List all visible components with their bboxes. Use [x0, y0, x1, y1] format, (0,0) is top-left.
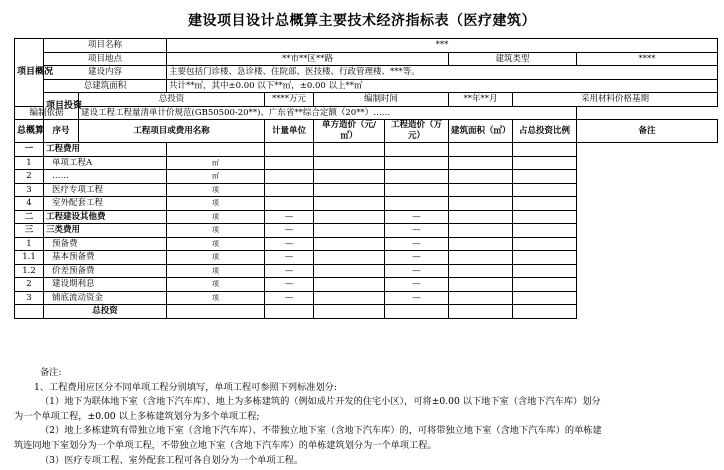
note-line: （2）地上多栋建筑有带独立地下室（含地下汽车库）、不带独立地下室（含地下汽车库）的，可将带独立地下室（含地下汽车库）的单栋建 [40, 425, 602, 437]
table-row [15, 251, 718, 265]
row-seq: 三 [15, 224, 44, 238]
table-row [15, 183, 718, 197]
row-remark [513, 251, 577, 265]
row-unit-price: — [265, 210, 314, 224]
total-unit-cell [167, 305, 265, 319]
row-ratio [449, 224, 513, 238]
row-unit-price [265, 143, 314, 157]
page-title: 建设项目设计总概算主要技术经济指标表（医疗建筑） [188, 13, 536, 29]
name-value: *** [167, 39, 718, 53]
row-ratio [449, 291, 513, 305]
basis-value: 建设工程工程量清单计价规范(GB50500-20**)、广东省**综合定额（20**）…… [79, 106, 577, 120]
row-seq: 1.1 [15, 251, 44, 265]
row-ratio [449, 251, 513, 265]
row-seq: 3 [15, 291, 44, 305]
row-cost [314, 183, 385, 197]
location-label: 项目地点 [44, 52, 167, 66]
row-ratio [449, 237, 513, 251]
row-remark [513, 264, 577, 278]
row-unit: 项 [167, 291, 265, 305]
row-cost [314, 224, 385, 238]
col-name: 工程项目或费用名称 [79, 120, 265, 143]
table-row [15, 264, 718, 278]
table-row [15, 224, 718, 238]
row-seq: 1.2 [15, 264, 44, 278]
row-area [385, 183, 449, 197]
row-name: 预备费 [44, 237, 167, 251]
content-label: 建设内容 [44, 66, 167, 80]
row-seq: 3 [15, 183, 44, 197]
basis-label: 编制依据 [15, 106, 79, 120]
row-remark [513, 278, 577, 292]
total-investment-row-label: 总投资 [44, 305, 167, 319]
compile-time-label: 编制时间 [314, 93, 449, 107]
row-remark [513, 237, 577, 251]
notes-block [14, 366, 717, 468]
table-row [15, 197, 718, 211]
row-unit: 项 [167, 183, 265, 197]
total-area-cell [385, 305, 449, 319]
row-cost [314, 156, 385, 170]
row-name: 建设期利息 [44, 278, 167, 292]
row-seq: 1 [15, 237, 44, 251]
total-investment-value: ****万元 [265, 93, 314, 107]
row-remark [513, 197, 577, 211]
row-seq: 1 [15, 156, 44, 170]
row-name: …… [44, 170, 167, 184]
row-unit-price [265, 156, 314, 170]
row-area: — [385, 278, 449, 292]
row-unit-price: — [265, 264, 314, 278]
row-unit-price: — [265, 224, 314, 238]
section-investment: 项目投资 [44, 93, 79, 120]
area-value: 共计**㎡，其中±0.00 以下**㎡，±0.00 以上**㎡ [167, 79, 718, 93]
name-label: 项目名称 [44, 39, 167, 53]
row-ratio [449, 197, 513, 211]
row-cost [314, 278, 385, 292]
row-unit: 项 [167, 237, 265, 251]
total-unit-price-cell [265, 305, 314, 319]
section-overview: 项目概况 [15, 39, 44, 107]
indicator-table [14, 38, 718, 319]
total-seq-cell [15, 305, 44, 319]
row-ratio [449, 143, 513, 157]
row-cost [314, 170, 385, 184]
table-row [15, 143, 718, 157]
total-investment-label: 总投资 [79, 93, 265, 107]
row-remark [513, 291, 577, 305]
row-area: — [385, 224, 449, 238]
col-area: 建筑面积（㎡） [449, 120, 513, 143]
row-seq: 二 [15, 210, 44, 224]
row-area [385, 170, 449, 184]
row-name: 三类费用 [44, 224, 167, 238]
row-seq: 4 [15, 197, 44, 211]
row-remark [513, 210, 577, 224]
row-remark [513, 143, 577, 157]
price-base-label: 采用材料价格基期 [513, 93, 718, 107]
row-cost [314, 143, 385, 157]
row-cost [314, 291, 385, 305]
row-unit: ㎡ [167, 170, 265, 184]
row-seq: 2 [15, 278, 44, 292]
row-ratio [449, 264, 513, 278]
row-cost [314, 210, 385, 224]
table-row [15, 170, 718, 184]
row-area [385, 156, 449, 170]
col-unit-price: 单方造价（元/㎡） [314, 120, 385, 143]
table-row [15, 278, 718, 292]
building-type-label: 建筑类型 [449, 52, 577, 66]
row-ratio [449, 170, 513, 184]
row-unit-price: — [265, 237, 314, 251]
row-area: — [385, 237, 449, 251]
row-area [385, 143, 449, 157]
row-unit-price [265, 170, 314, 184]
note-line: 为一个单项工程，±0.00 以上多栋建筑划分为多个单项工程; [14, 410, 260, 422]
content-value: 主要包括门诊楼、急诊楼、住院部、医技楼、行政管理楼、***等。 [167, 66, 718, 80]
row-unit: 项 [167, 197, 265, 211]
budget-rows [15, 143, 718, 305]
row-remark [513, 156, 577, 170]
row-name: 工程建设其他费 [44, 210, 167, 224]
note-line: （1）地下为联体地下室（含地下汽车库）、地上为多栋建筑的（例如成片开发的住宅小区），可将±0.00 以下地下室（含地下汽车库）划分 [40, 396, 601, 408]
total-remark-cell [513, 305, 577, 319]
table-row [15, 291, 718, 305]
row-ratio [449, 278, 513, 292]
row-remark [513, 170, 577, 184]
total-cost-cell [314, 305, 385, 319]
row-unit-price: — [265, 251, 314, 265]
row-remark [513, 183, 577, 197]
row-cost [314, 251, 385, 265]
table-row [15, 237, 718, 251]
row-name: 基本预备费 [44, 251, 167, 265]
table-row [15, 156, 718, 170]
row-area: — [385, 251, 449, 265]
row-name: 价差预备费 [44, 264, 167, 278]
row-unit-price [265, 197, 314, 211]
table-row [15, 210, 718, 224]
row-unit: 项 [167, 251, 265, 265]
row-name: 铺底流动资金 [44, 291, 167, 305]
row-area: — [385, 210, 449, 224]
col-cost: 工程造价（万元） [385, 120, 449, 143]
row-ratio [449, 210, 513, 224]
row-unit-price: — [265, 278, 314, 292]
col-remark: 备注 [577, 120, 718, 143]
note-line: 1、工程费用应区分不同单项工程分别填写，单项工程可参照下列标准划分: [34, 381, 337, 393]
row-remark [513, 224, 577, 238]
row-unit [167, 143, 265, 157]
compile-time-value: **年**月 [449, 93, 513, 107]
building-type-value: **** [577, 52, 718, 66]
row-ratio [449, 156, 513, 170]
row-seq: 一 [15, 143, 44, 157]
row-area: — [385, 291, 449, 305]
col-unit: 计量单位 [265, 120, 314, 143]
row-cost [314, 264, 385, 278]
row-area: — [385, 264, 449, 278]
row-name: 医疗专项工程 [44, 183, 167, 197]
row-unit-price: — [265, 291, 314, 305]
row-cost [314, 237, 385, 251]
row-unit: 项 [167, 224, 265, 238]
row-area [385, 197, 449, 211]
row-unit: ㎡ [167, 156, 265, 170]
col-seq: 序号 [44, 120, 79, 143]
row-cost [314, 197, 385, 211]
row-name: 单项工程A [44, 156, 167, 170]
row-unit-price [265, 183, 314, 197]
note-line: （3）医疗专项工程、室外配套工程可各自划分为一个单项工程。 [40, 454, 304, 466]
row-unit: 项 [167, 264, 265, 278]
total-ratio-cell [449, 305, 513, 319]
area-label: 总建筑面积 [44, 79, 167, 93]
row-unit: 项 [167, 210, 265, 224]
notes-heading: 备注: [40, 367, 62, 378]
row-ratio [449, 183, 513, 197]
section-budget: 总概算 [15, 120, 44, 143]
row-unit: 项 [167, 278, 265, 292]
location-value: **市**区**路 [167, 52, 449, 66]
row-name: 工程费用 [44, 143, 167, 157]
row-name: 室外配套工程 [44, 197, 167, 211]
col-ratio: 占总投资比例 [513, 120, 577, 143]
row-seq: 2 [15, 170, 44, 184]
note-line: 筑连同地下室划分为一个单项工程，不带独立地下室（含地下汽车库）的单栋建筑划分为一个单项工程。 [14, 439, 437, 451]
